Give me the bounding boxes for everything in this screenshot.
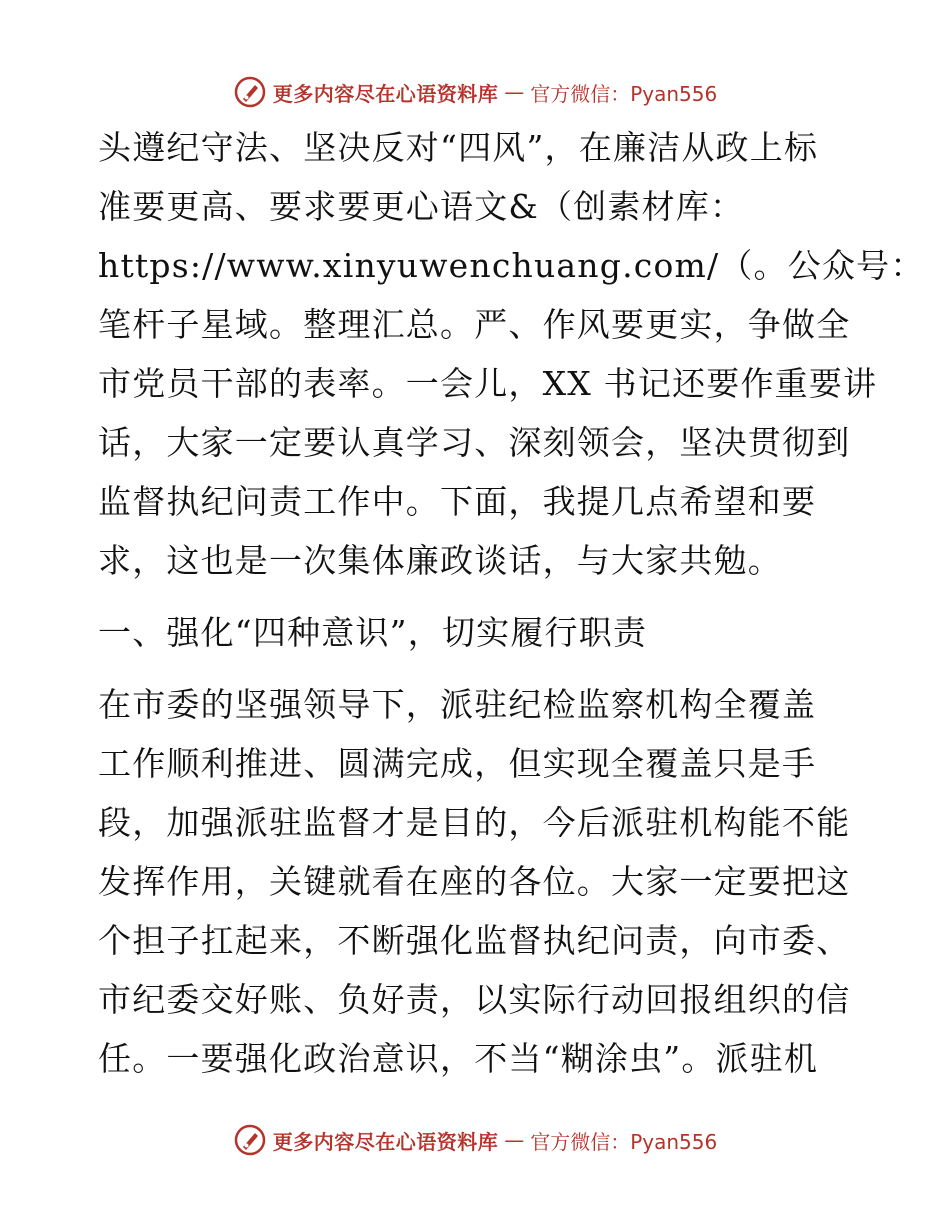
watermark-brand: 更多内容尽在心语资料库 <box>272 81 499 106</box>
paragraph-line: 任。一要强化政治意识，不当“糊涂虫”。派驻机 <box>98 1039 819 1078</box>
pen-nib-logo-icon <box>233 75 267 109</box>
paragraph-line: 话，大家一定要认真学习、深刻领会，坚决贯彻到 <box>98 423 851 462</box>
watermark-brand: 更多内容尽在心语资料库 <box>272 1129 499 1154</box>
paragraph-line: 个担子扛起来，不断强化监督执纪问责，向市委、 <box>98 921 851 960</box>
header-watermark <box>0 72 950 112</box>
paragraph-line: 求，这也是一次集体廉政谈话，与大家共勉。 <box>98 541 782 580</box>
paragraph-line: 笔杆子星域。整理汇总。严、作风要更实，争做全 <box>98 305 851 344</box>
paragraph-line: 监督执纪问责工作中。下面，我提几点希望和要 <box>98 482 817 521</box>
paragraph-line: 发挥作用，关键就看在座的各位。大家一定要把这 <box>98 862 851 901</box>
paragraph-line: https://www.xinyuwenchuang.com/（。公众号： <box>98 246 925 285</box>
paragraph-line: 市党员干部的表率。一会儿，XX 书记还要作重要讲 <box>98 364 878 403</box>
section-heading: 一、强化“四种意识”，切实履行职责 <box>98 613 648 652</box>
watermark-separator: — <box>504 1128 525 1152</box>
paragraph-line: 市纪委交好账、负好责，以实际行动回报组织的信 <box>98 980 851 1019</box>
footer-watermark <box>0 1120 950 1160</box>
paragraph-line: 在市委的坚强领导下，派驻纪检监察机构全覆盖 <box>98 685 817 724</box>
watermark-contact: 官方微信：Pyan556 <box>530 1129 718 1154</box>
paragraph-line: 准要更高、要求要更心语文&（创素材库： <box>98 187 745 226</box>
paragraph-gap <box>98 590 868 603</box>
paragraph-line: 段，加强派驻监督才是目的，今后派驻机构能不能 <box>98 803 851 842</box>
paragraph-line: 工作顺利推进、圆满完成，但实现全覆盖只是手 <box>98 744 817 783</box>
pen-nib-logo-icon <box>233 1123 267 1157</box>
paragraph-gap <box>98 662 868 675</box>
paragraph-line: 头遵纪守法、坚决反对“四风”，在廉洁从政上标 <box>98 128 819 167</box>
watermark-contact: 官方微信：Pyan556 <box>530 81 718 106</box>
watermark-separator: — <box>504 80 525 104</box>
document-body <box>98 118 925 1088</box>
